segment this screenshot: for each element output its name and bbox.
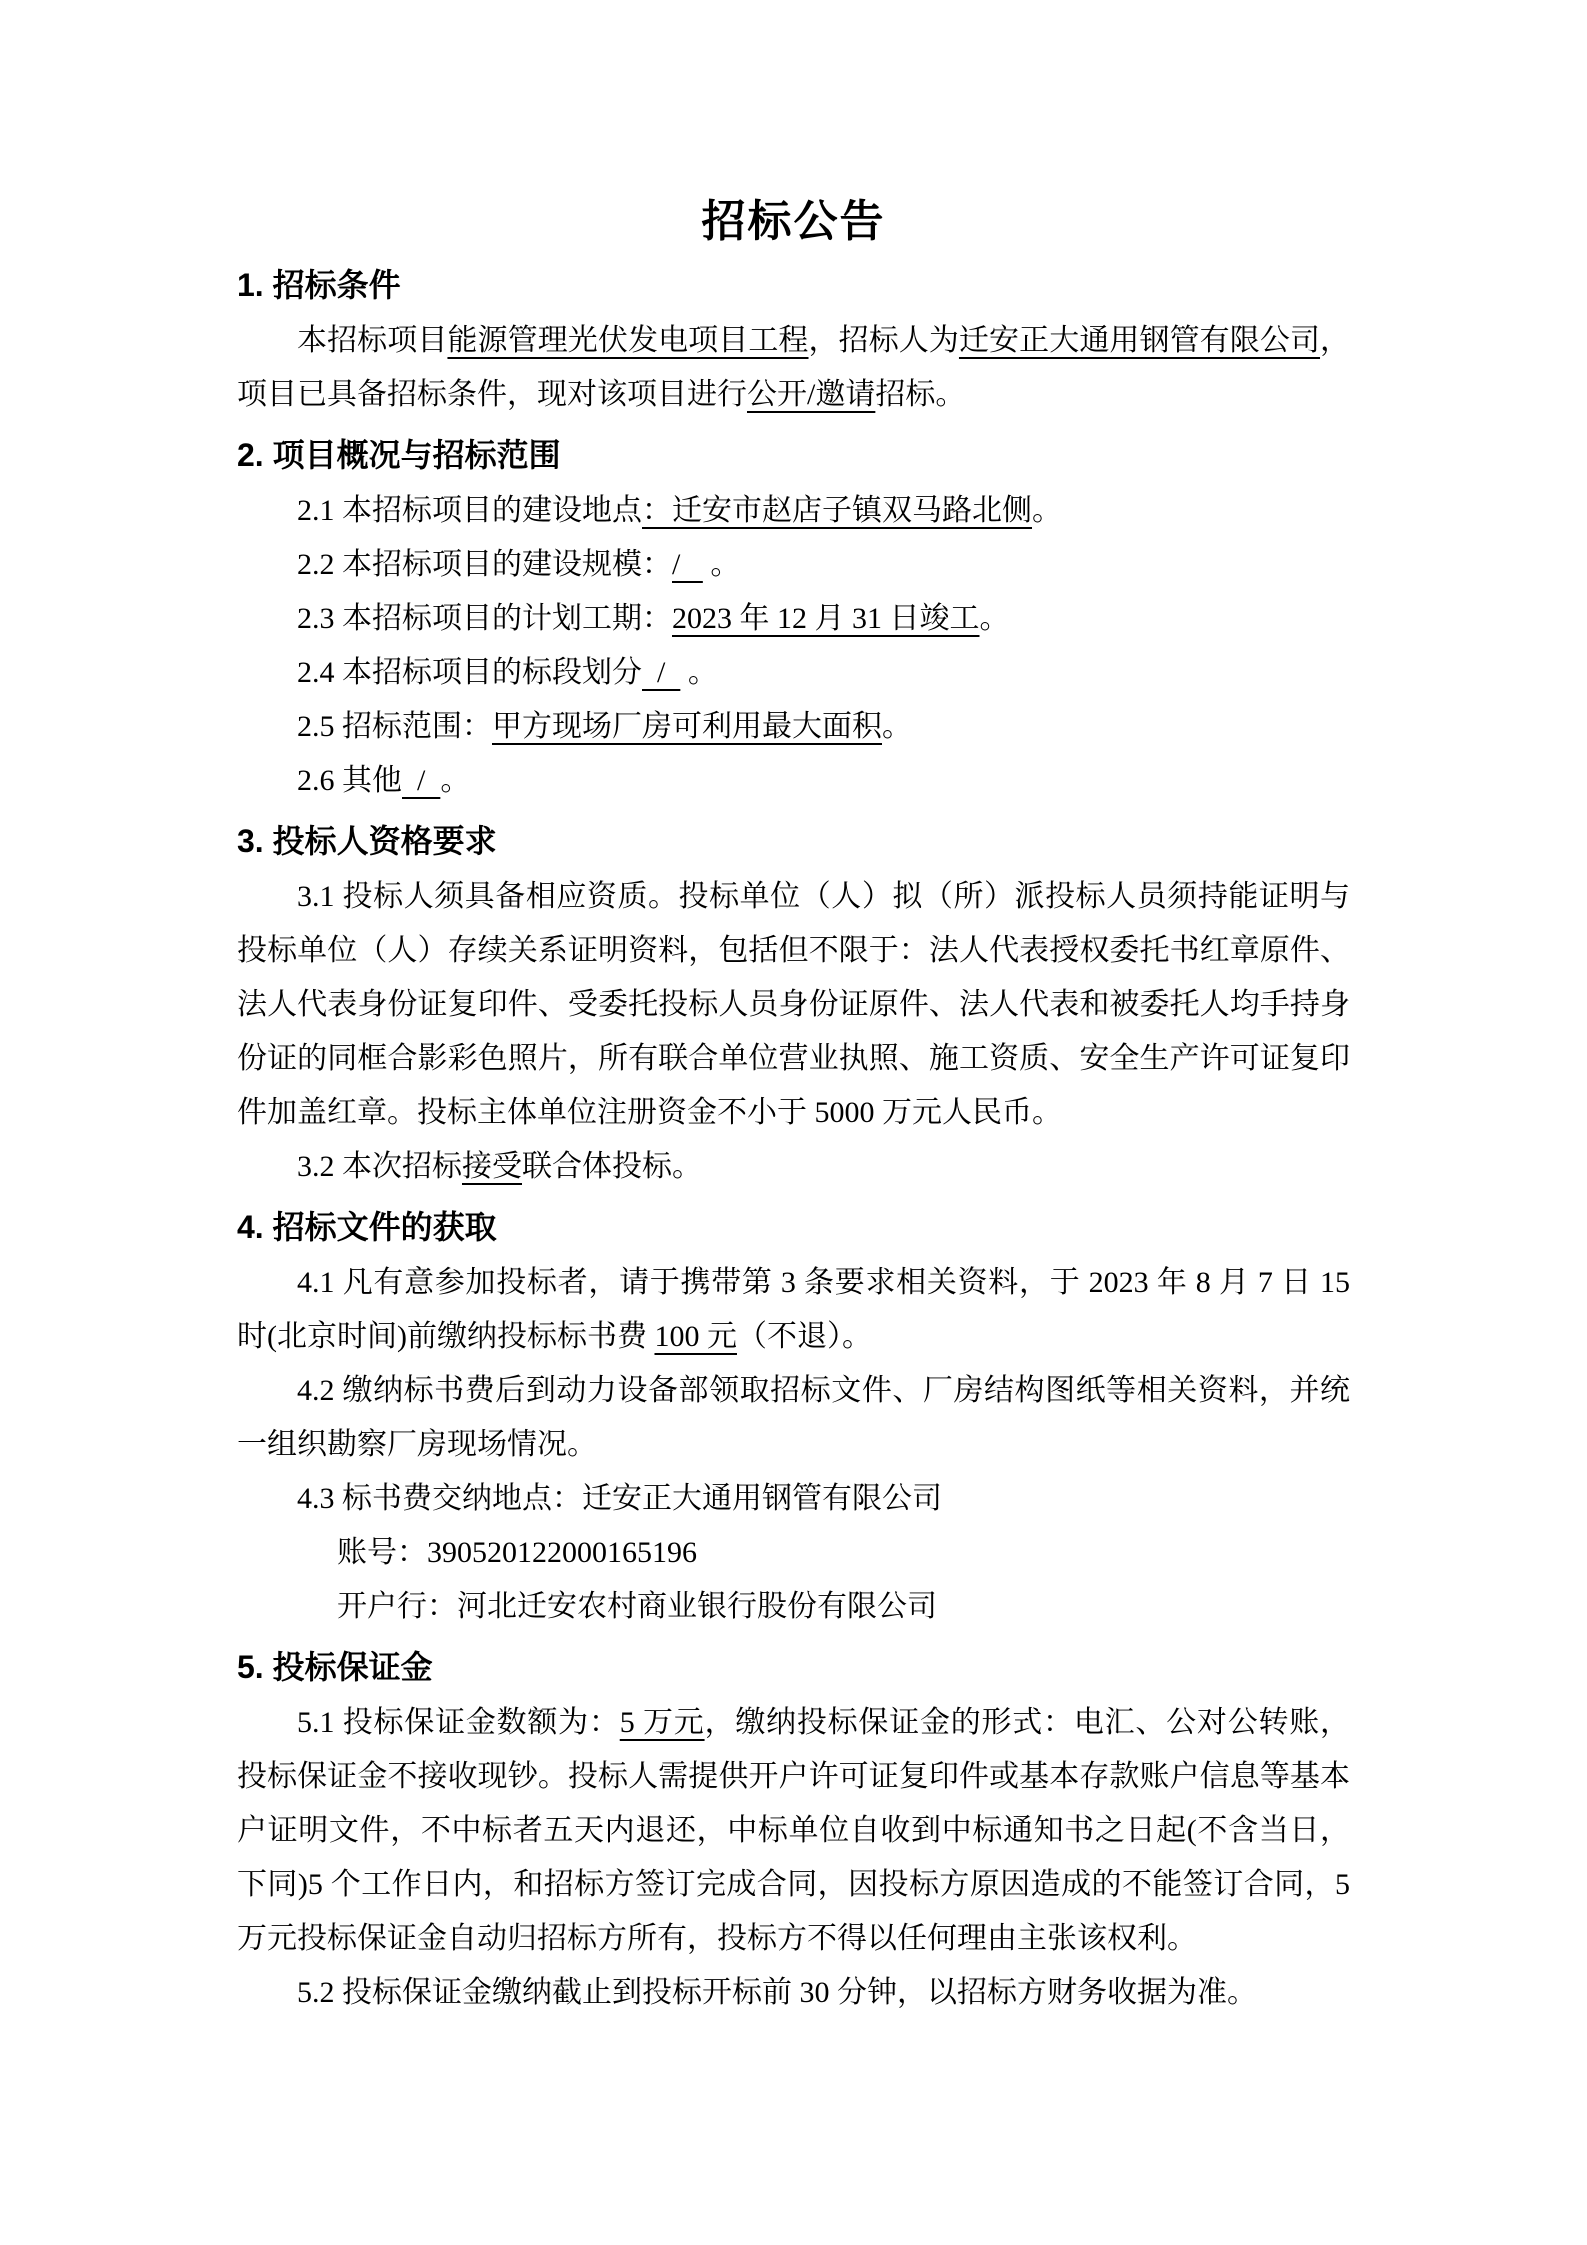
section-3-paragraph-1	[237, 870, 1350, 1140]
section-4-heading: 4. 招标文件的获取	[237, 1209, 497, 1245]
text-run: 2.5 招标范围：	[297, 710, 492, 743]
text-run: 4.3 标书费交纳地点：迁安正大通用钢管有限公司	[297, 1482, 942, 1515]
text-run: 本招标项目	[297, 324, 448, 357]
text-run: 5.2 投标保证金缴纳截止到投标开标前 30 分钟，以招标方财务收据为准。	[297, 1976, 1257, 2009]
section-2-item-4	[237, 646, 1350, 700]
text-run: 。	[440, 764, 471, 797]
underlined-text-run: 接受	[462, 1150, 522, 1183]
text-run: 。	[979, 602, 1010, 635]
text-run: 联合体投标。	[522, 1150, 702, 1183]
underlined-text-run: 2023 年 12 月 31 日竣工	[672, 602, 980, 635]
section-2-item-6	[237, 754, 1350, 808]
underlined-text-run: 甲方现场厂房可利用最大面积	[492, 710, 882, 743]
section-4-paragraph-1	[237, 1256, 1350, 1364]
text-run: 。	[702, 548, 741, 581]
text-run: 2.3 本招标项目的计划工期：	[297, 602, 672, 635]
section-1-heading: 1. 招标条件	[237, 267, 401, 303]
underlined-text-run: 迁安正大通用钢管有限公司	[958, 324, 1321, 357]
text-run: 开户行：河北迁安农村商业银行股份有限公司	[337, 1590, 937, 1623]
section-1-paragraph	[237, 314, 1350, 422]
section-2-heading: 2. 项目概况与招标范围	[237, 437, 561, 473]
underlined-text-run: /	[672, 548, 703, 581]
text-run: （不退）。	[736, 1320, 872, 1353]
underlined-text-run: 公开/邀请	[747, 378, 876, 411]
text-run: 3.2 本次招标	[297, 1150, 462, 1183]
document-title: 招标公告	[701, 197, 886, 246]
text-run: 。	[1032, 494, 1062, 527]
section-5-paragraph-1	[237, 1696, 1350, 1966]
bank-name-line	[237, 1580, 1350, 1634]
section-2-item-2	[237, 538, 1350, 592]
text-run: 2.1 本招标项目的建设地点	[297, 494, 642, 527]
section-2-item-5	[237, 700, 1350, 754]
text-run: 5.1 投标保证金数额为：	[297, 1706, 620, 1739]
section-3-paragraph-2	[237, 1140, 1350, 1194]
section-2-item-1	[237, 484, 1350, 538]
section-2-item-3	[237, 592, 1350, 646]
section-5-paragraph-2	[237, 1966, 1350, 2020]
text-run: ，项目已具备招标条件，现对该项目进行	[237, 324, 1351, 411]
bank-account-number-line	[237, 1526, 1350, 1580]
underlined-text-run: /	[642, 656, 681, 689]
section-4-paragraph-3	[237, 1472, 1350, 1526]
text-run: 4.2 缴纳标书费后到动力设备部领取招标文件、厂房结构图纸等相关资料，并统一组织勘察厂房现场情况。	[237, 1374, 1350, 1461]
section-3-heading: 3. 投标人资格要求	[237, 823, 497, 859]
section-4-paragraph-2	[237, 1364, 1350, 1472]
text-run: 。	[680, 656, 718, 689]
text-run: 账号：390520122000165196	[337, 1536, 697, 1569]
document-content	[237, 0, 1350, 2020]
text-run: 。	[882, 710, 912, 743]
text-run: 4.1 凡有意参加投标者，请于携带第 3 条要求相关资料，于 2023 年 8 月 7 日 15 时(北京时间)前缴纳投标标书费	[237, 1266, 1350, 1353]
underlined-text-run: 5 万元	[619, 1706, 705, 1739]
section-5-heading: 5. 投标保证金	[237, 1649, 433, 1685]
text-run: 招标。	[875, 378, 966, 411]
underlined-text-run: /	[402, 764, 441, 797]
underlined-text-run: 100 元	[654, 1320, 737, 1353]
underlined-text-run: 能源管理光伏发电项目工程	[447, 324, 809, 357]
text-run: ，招标人为	[808, 324, 959, 357]
underlined-text-run: ：迁安市赵店子镇双马路北侧	[642, 494, 1032, 527]
text-run: 2.2 本招标项目的建设规模：	[297, 548, 672, 581]
text-run: 2.6 其他	[297, 764, 402, 797]
text-run: 3.1 投标人须具备相应资质。投标单位（人）拟（所）派投标人员须持能证明与投标单位（人）存续关系证明资料，包括但不限于：法人代表授权委托书红章原件、法人代表身份证复印件、受委托投标人员身份证原件、法人代表和被委托人均手持身份证的同框合影彩色照片，所有联合单位营业执照、施工资质、安全生产许可证复印件加盖红章。投标主体单位注册资金不小于 5000 万元人民币。	[237, 880, 1350, 1129]
text-run: 2.4 本招标项目的标段划分	[297, 656, 642, 689]
text-run: ，缴纳投标保证金的形式：电汇、公对公转账，投标保证金不接收现钞。投标人需提供开户许可证复印件或基本存款账户信息等基本户证明文件，不中标者五天内退还，中标单位自收到中标通知书之日起(不含当日，下同)5 个工作日内，和招标方签订完成合同，因投标方原因造成的不能签订合同，5 万元投标保证金自动归招标方所有，投标方不得以任何理由主张该权利。	[237, 1706, 1351, 1955]
